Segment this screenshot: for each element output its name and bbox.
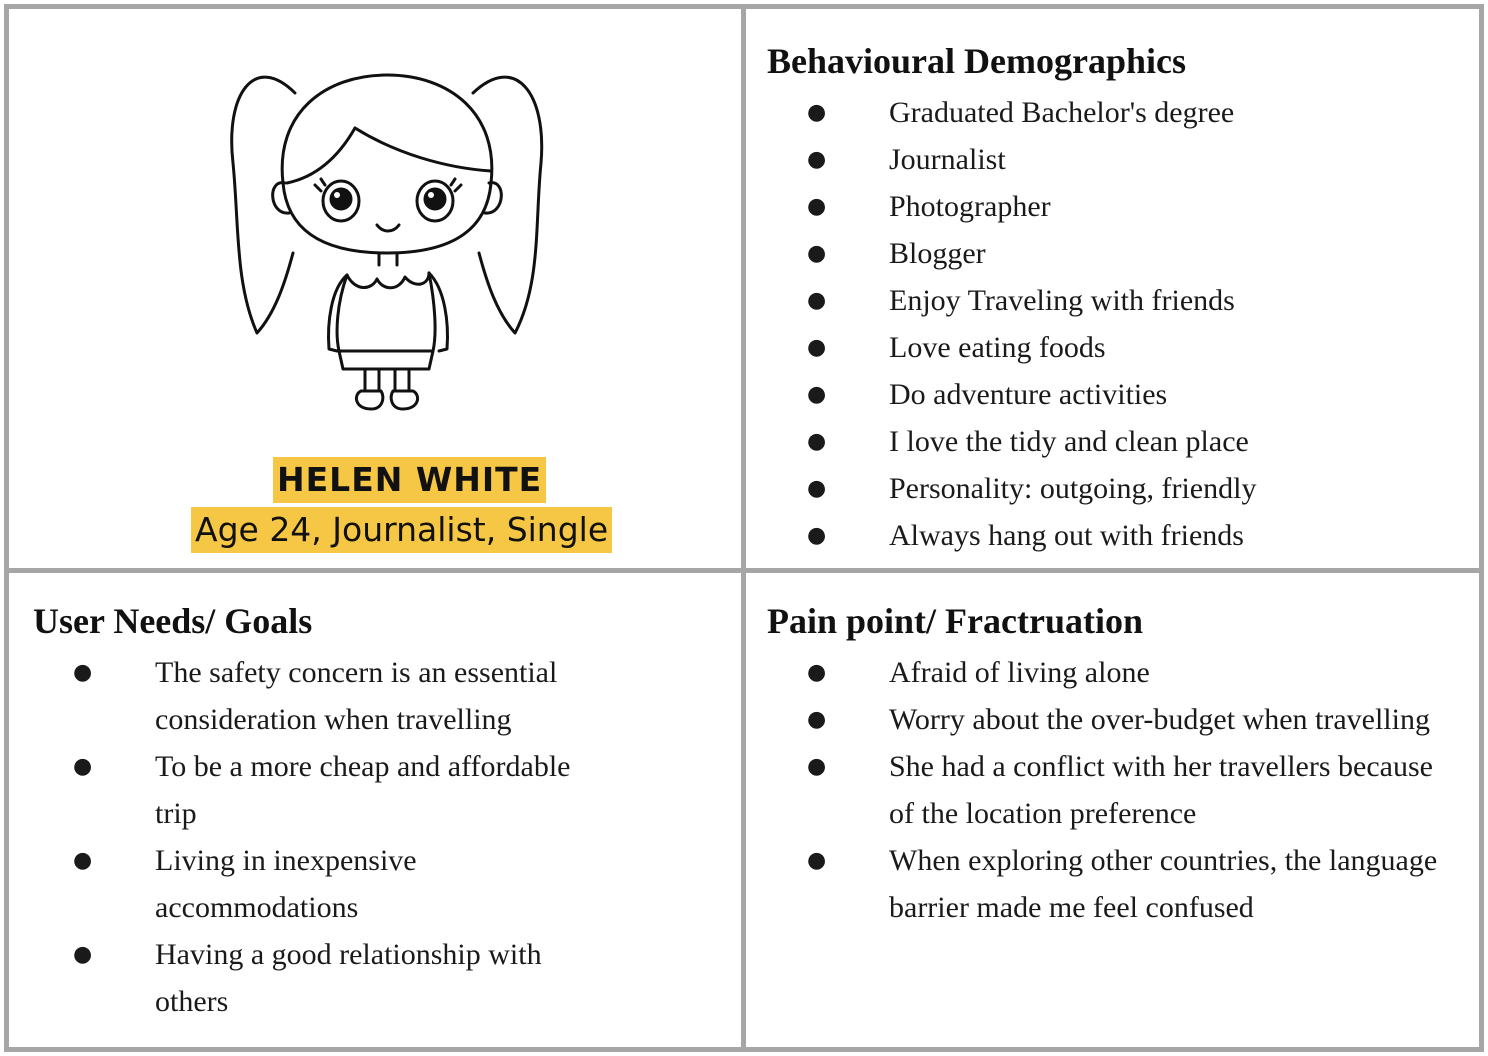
list-item	[767, 418, 1467, 465]
bullet-icon: ●	[807, 147, 827, 172]
bullet-icon: ●	[807, 754, 827, 779]
list-item-text: To be a more cheap and affordable trip	[155, 750, 571, 830]
bullet-icon: ●	[807, 660, 827, 685]
list-item-text: Personality: outgoing, friendly	[889, 472, 1257, 505]
behavioural-cell	[746, 9, 1479, 573]
list-item	[767, 512, 1467, 559]
list-item-text: Afraid of living alone	[889, 656, 1150, 689]
behavioural-title: Behavioural Demographics	[767, 41, 1186, 81]
list-item-text: When exploring other countries, the language barrier made me feel confused	[889, 844, 1438, 924]
bullet-icon: ●	[807, 707, 827, 732]
list-item-text: Journalist	[889, 143, 1006, 176]
list-item-text: Living in inexpensive accommodations	[155, 844, 417, 924]
list-item-text: Love eating foods	[889, 331, 1106, 364]
list-item-text: Always hang out with friends	[889, 519, 1244, 552]
bullet-icon: ●	[807, 100, 827, 125]
list-item	[767, 324, 1467, 371]
bullet-icon: ●	[807, 335, 827, 360]
bullet-icon: ●	[807, 241, 827, 266]
list-item-text: I love the tidy and clean place	[889, 425, 1249, 458]
needs-title: User Needs/ Goals	[33, 601, 313, 641]
list-item	[767, 649, 1447, 696]
bullet-icon: ●	[73, 754, 93, 779]
list-item-text: Photographer	[889, 190, 1051, 223]
list-item-text: Enjoy Traveling with friends	[889, 284, 1235, 317]
pain-title: Pain point/ Fractruation	[767, 601, 1143, 641]
bullet-icon: ●	[807, 194, 827, 219]
list-item-text: Having a good relationship with others	[155, 938, 542, 1018]
girl-cartoon-icon	[215, 53, 555, 419]
list-item	[33, 931, 593, 1025]
list-item	[767, 89, 1467, 136]
list-item	[767, 183, 1467, 230]
list-item-text: Graduated Bachelor's degree	[889, 96, 1235, 129]
behavioural-list	[767, 89, 1467, 559]
list-item	[767, 465, 1467, 512]
persona-table	[4, 4, 1484, 1052]
list-item-text: The safety concern is an essential consideration when travelling	[155, 656, 558, 736]
list-item	[767, 277, 1467, 324]
bullet-icon: ●	[807, 429, 827, 454]
list-item-text: She had a conflict with her travellers because of the location preference	[889, 750, 1433, 830]
list-item	[767, 837, 1447, 931]
list-item-text: Do adventure activities	[889, 378, 1168, 411]
list-item-text: Blogger	[889, 237, 986, 270]
list-item	[767, 371, 1467, 418]
pain-list	[767, 649, 1447, 931]
persona-name: HELEN WHITE	[273, 457, 546, 503]
needs-list	[33, 649, 593, 1025]
bullet-icon: ●	[73, 942, 93, 967]
list-item	[767, 696, 1447, 743]
bullet-icon: ●	[73, 848, 93, 873]
list-item	[767, 136, 1467, 183]
list-item	[33, 649, 593, 743]
persona-subtitle: Age 24, Journalist, Single	[191, 507, 612, 553]
list-item	[33, 743, 593, 837]
list-item-text: Worry about the over-budget when travelling	[889, 703, 1430, 736]
list-item	[33, 837, 593, 931]
list-item	[767, 743, 1447, 837]
bullet-icon: ●	[807, 382, 827, 407]
bullet-icon: ●	[73, 660, 93, 685]
pain-cell	[746, 573, 1479, 1047]
bullet-icon: ●	[807, 848, 827, 873]
needs-cell	[9, 573, 746, 1047]
bullet-icon: ●	[807, 523, 827, 548]
list-item	[767, 230, 1467, 277]
bullet-icon: ●	[807, 288, 827, 313]
bullet-icon: ●	[807, 476, 827, 501]
persona-cell	[9, 9, 746, 573]
